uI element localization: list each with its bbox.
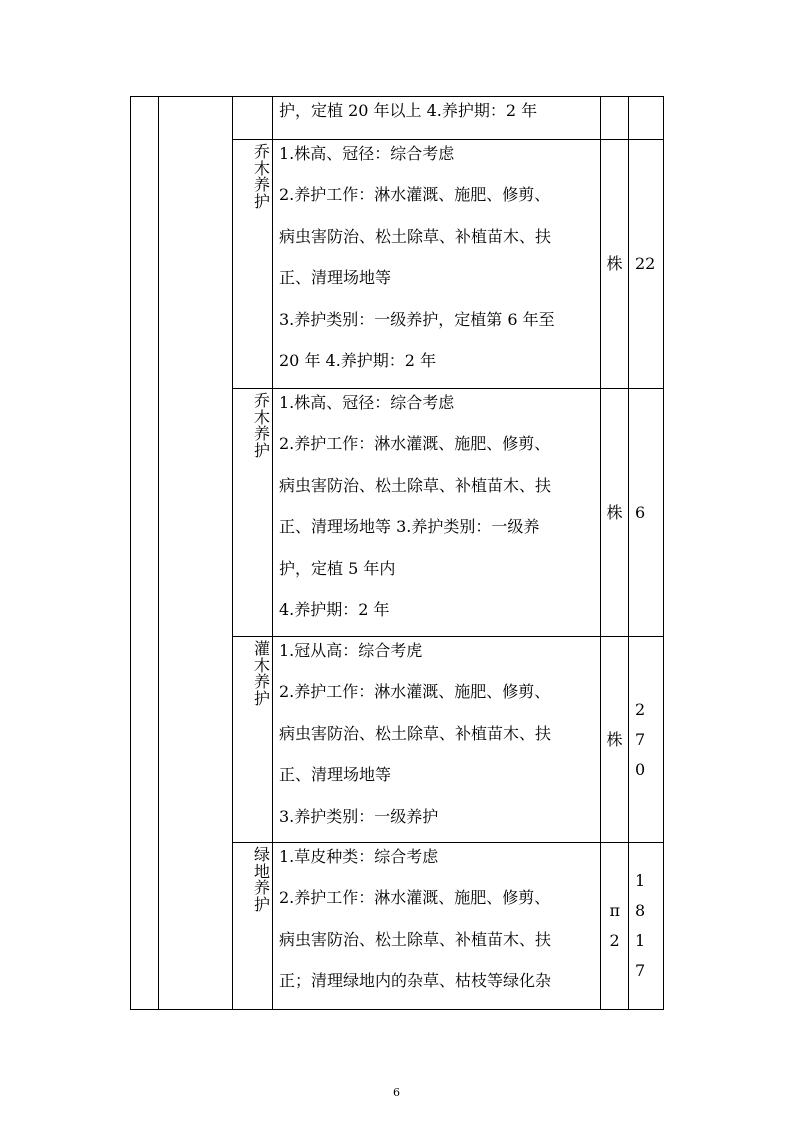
item-name-cell: [233, 389, 273, 637]
index-cell: [131, 97, 159, 1010]
spec-line: 病虫害防治、松土除草、补植苗木、扶: [279, 929, 552, 949]
spec-cell: [273, 140, 601, 389]
item-name-cell: [233, 637, 273, 843]
unit-cell: [601, 389, 629, 637]
quantity-cell: [629, 140, 664, 389]
spec-cell: [273, 843, 601, 1010]
bill-of-quantities-table: [130, 96, 664, 1010]
item-name: 绿地养护: [253, 845, 270, 914]
spec-line: 2.养护工作：淋水灌溉、施肥、修剪、: [279, 434, 551, 453]
quantity-cell: [629, 637, 664, 843]
spec-line: 正；清理绿地内的杂草、枯枝等绿化杂: [279, 971, 552, 990]
unit: π2: [609, 901, 621, 950]
item-name: 灌木养护: [253, 639, 270, 708]
spec-line: 正、清理场地等: [279, 268, 392, 287]
spec-line: 20 年 4.养护期：2 年: [279, 351, 437, 370]
table-row: [131, 97, 664, 140]
spec-line: 病虫害防治、松土除草、补植苗木、扶: [279, 723, 552, 743]
item-code-cell: [159, 97, 233, 1010]
spec-cell: [273, 389, 601, 637]
quantity-cell: [629, 843, 664, 1010]
unit-cell: [601, 97, 629, 140]
spec-line: 1.草皮种类：综合考虑: [279, 847, 439, 866]
unit: 株: [606, 502, 623, 522]
spec-cell: [273, 97, 601, 140]
quantity: 22: [635, 254, 656, 273]
spec-line: 3.养护类别：一级养护，定植第 6 年至: [279, 309, 555, 329]
spec-line: 3.养护类别：一级养护: [279, 806, 439, 826]
quantity: 270: [635, 699, 646, 779]
spec-line: 病虫害防治、松土除草、补植苗木、扶: [279, 226, 552, 246]
item-name-cell: [233, 843, 273, 1010]
quantity: 1817: [635, 871, 646, 980]
spec-continuation: 护，定植 20 年以上 4.养护期：2 年: [279, 101, 538, 120]
quantity: 6: [635, 502, 646, 522]
spec-line: 正、清理场地等: [279, 765, 392, 784]
page-number: 6: [393, 1086, 400, 1099]
quantity-cell: [629, 389, 664, 637]
spec-line: 正、清理场地等 3.养护类别：一级养: [279, 517, 540, 536]
unit: 株: [606, 729, 623, 749]
spec-line: 4.养护期：2 年: [279, 600, 390, 619]
spec-line: 1.株高、冠径：综合考虑: [279, 393, 455, 412]
spec-cell: [273, 637, 601, 843]
item-name: 乔木养护: [253, 391, 270, 460]
spec-line: 病虫害防治、松土除草、补植苗木、扶: [279, 475, 552, 495]
spec-line: 2.养护工作：淋水灌溉、施肥、修剪、: [279, 682, 551, 701]
spec-line: 2.养护工作：淋水灌溉、施肥、修剪、: [279, 185, 551, 204]
unit-cell: [601, 637, 629, 843]
unit-cell: [601, 140, 629, 389]
item-name-cell: [233, 97, 273, 140]
item-name-cell: [233, 140, 273, 389]
quantity-cell: [629, 97, 664, 140]
unit-cell: [601, 843, 629, 1010]
unit: 株: [606, 254, 623, 273]
item-name: 乔木养护: [253, 142, 270, 211]
spec-line: 1.冠从高：综合考虎: [279, 641, 423, 660]
spec-line: 护，定植 5 年内: [279, 558, 396, 578]
spec-line: 1.株高、冠径：综合考虑: [279, 144, 455, 163]
spec-line: 2.养护工作：淋水灌溉、施肥、修剪、: [279, 888, 551, 907]
